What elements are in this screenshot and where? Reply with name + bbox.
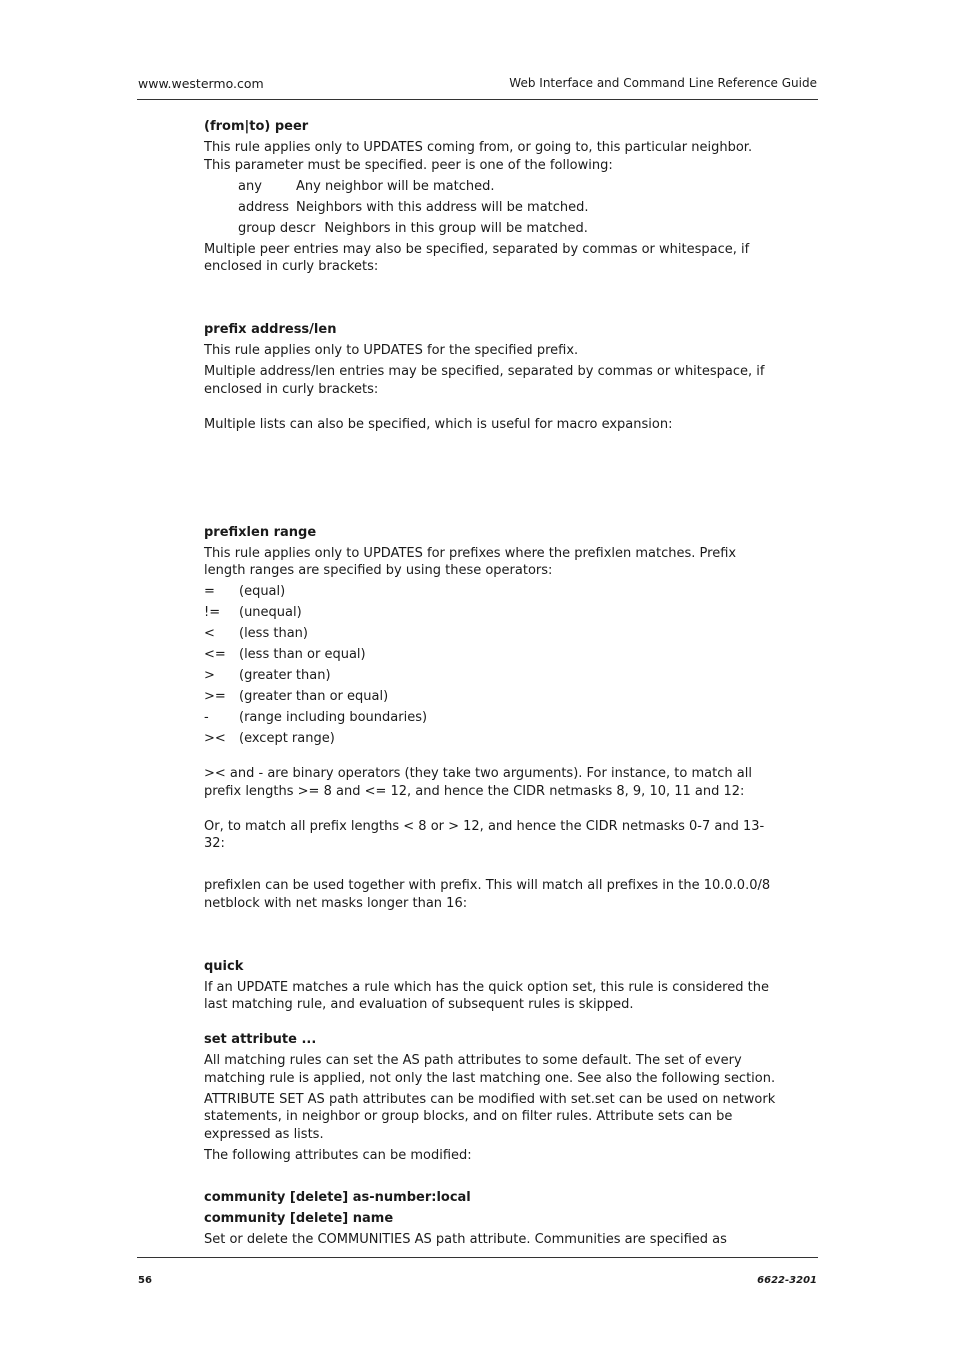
footer-page-number: 56 (138, 1275, 152, 1286)
quick-heading: quick (204, 958, 244, 974)
peer-multiple-note: Multiple peer entries may also be specified, separated by commas or whitespace, if enclosed in curly brackets: (204, 241, 750, 274)
operator-row (204, 688, 779, 706)
prefix-multiple-note: Multiple address/len entries may be specified, separated by commas or whitespace, if enclosed in curly brackets: (204, 364, 765, 397)
community-heading-name: community [delete] name (204, 1210, 394, 1226)
prefix-lists-note: Multiple lists can also be specified, which is useful for macro expansion: (204, 416, 673, 432)
header-guide-title: Web Interface and Command Line Reference Guide (509, 76, 817, 90)
option-key: any (238, 178, 262, 194)
operator-symbol: < (204, 626, 215, 641)
operator-row (204, 709, 779, 727)
option-desc: Neighbors with this address will be matched. (296, 199, 589, 215)
operator-row (204, 646, 779, 664)
set-attribute-sets-note: ATTRIBUTE SET AS path attributes can be modified with set.set can be used on network statements, in neighbor or group blocks, and on filter rules. Attribute sets can be expressed as lists. (204, 1091, 776, 1142)
peer-option-address (238, 199, 779, 217)
footer-doc-number: 6622-3201 (757, 1275, 817, 1286)
option-key: address (238, 199, 290, 215)
community-heading-asnumber: community [delete] as-number:local (204, 1189, 471, 1205)
operator-symbol: <= (204, 647, 226, 662)
header-website: www.westermo.com (138, 76, 264, 91)
operator-desc: (less than or equal) (239, 647, 366, 662)
prefixlen-combined-note: prefixlen can be used together with prefix. This will match all prefixes in the 10.0.0.0/8 netblock with net masks longer than 16: (204, 878, 771, 911)
operator-symbol: >= (204, 689, 226, 704)
operator-symbol: = (204, 584, 215, 599)
prefixlen-heading: prefixlen range (204, 524, 317, 540)
prefixlen-or-note: Or, to match all prefix lengths < 8 or > 12, and hence the CIDR netmasks 0-7 and 13-32: (204, 818, 765, 851)
operator-desc: (except range) (239, 731, 335, 746)
option-key: group descr (238, 220, 316, 236)
set-attribute-list-intro: The following attributes can be modified: (204, 1147, 472, 1163)
operator-symbol: >< (204, 731, 226, 746)
operator-symbol: - (204, 710, 209, 725)
operator-symbol: != (204, 605, 221, 620)
prefixlen-binary-note: >< and - are binary operators (they take two arguments). For instance, to match all prefix lengths >= 8 and <= 12, and hence the CIDR netmasks 8, 9, 10, 11 and 12: (204, 766, 752, 799)
header-divider (137, 99, 818, 100)
operator-row (204, 625, 779, 643)
set-attribute-description: All matching rules can set the AS path attributes to some default. The set of every matching rule is applied, not only the last matching one. See also the following section. (204, 1053, 776, 1086)
peer-heading: (from|to) peer (204, 119, 309, 134)
operator-desc: (greater than or equal) (239, 689, 389, 704)
operator-desc: (range including boundaries) (239, 710, 428, 725)
prefix-description: This rule applies only to UPDATES for the specified prefix. (204, 343, 579, 358)
prefix-heading: prefix address/len (204, 322, 337, 337)
operator-symbol: > (204, 668, 215, 683)
operator-desc: (less than) (239, 626, 308, 641)
operator-row (204, 730, 779, 748)
operator-desc: (unequal) (239, 605, 302, 620)
set-attribute-heading: set attribute ... (204, 1032, 317, 1047)
peer-option-group (238, 220, 779, 238)
operator-row (204, 604, 779, 622)
operator-row (204, 667, 779, 685)
prefixlen-description: This rule applies only to UPDATES for prefixes where the prefixlen matches. Prefix length ranges are specified by using these operators: (204, 545, 737, 578)
operator-desc: (greater than) (239, 668, 331, 683)
quick-description: If an UPDATE matches a rule which has the quick option set, this rule is considered the last matching rule, and evaluation of subsequent rules is skipped. (204, 979, 769, 1012)
option-desc: Any neighbor will be matched. (296, 178, 495, 194)
peer-option-any (238, 178, 779, 196)
page-content (204, 118, 779, 1252)
operator-desc: (equal) (239, 584, 286, 599)
operator-row (204, 583, 779, 601)
footer-divider (137, 1257, 818, 1258)
peer-description: This rule applies only to UPDATES coming from, or going to, this particular neighbor. This parameter must be specified. peer is one of the following: (204, 140, 753, 173)
option-desc: Neighbors in this group will be matched. (324, 220, 588, 236)
community-description: Set or delete the COMMUNITIES AS path attribute. Communities are specified as (204, 1231, 727, 1247)
